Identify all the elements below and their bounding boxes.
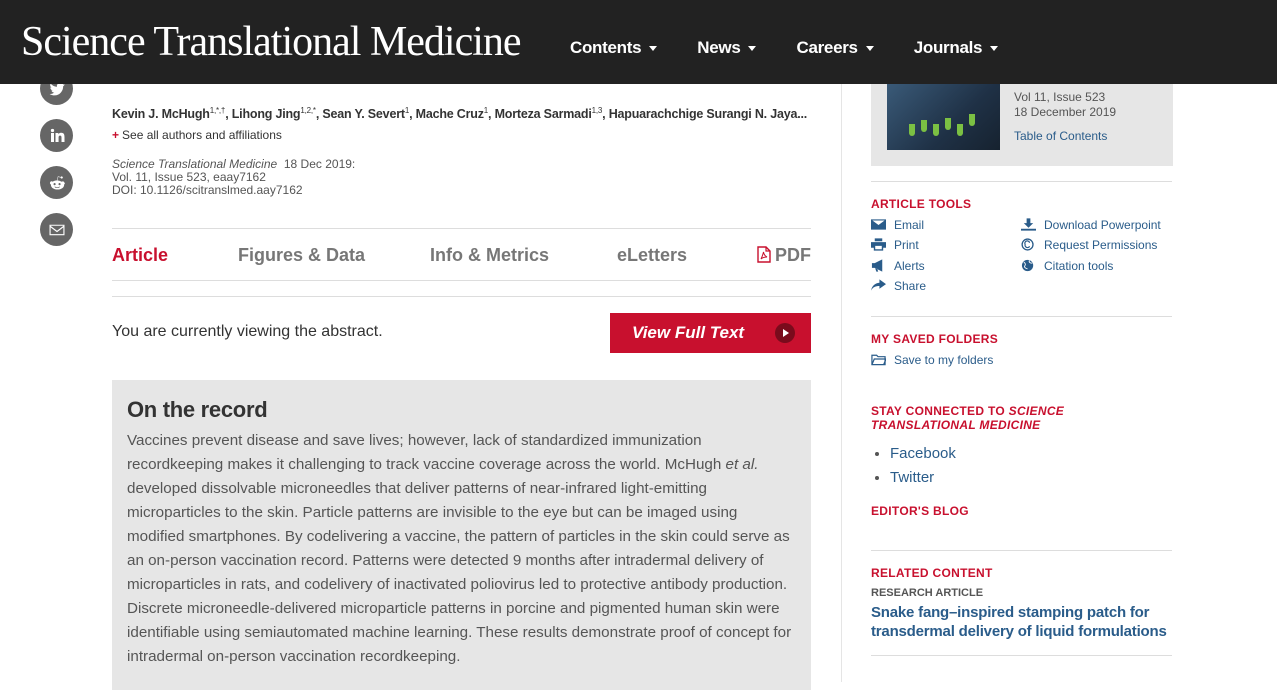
share-arrow-icon: [871, 279, 886, 292]
chevron-down-icon: [649, 46, 657, 51]
megaphone-icon: [871, 259, 886, 272]
view-full-text-label: View Full Text: [632, 323, 745, 342]
stay-connected-heading-text: STAY CONNECTED TO: [871, 404, 1009, 418]
related-article-link[interactable]: Snake fang–inspired stamping patch for transdermal delivery of liquid formulations: [871, 604, 1167, 640]
save-to-folders-label: Save to my folders: [894, 353, 994, 367]
author-affiliation: 1: [404, 106, 410, 115]
citation-block: [112, 158, 355, 197]
cover-detail: [921, 120, 927, 132]
author-name: Mache Cruz: [415, 107, 484, 122]
issue-volume: Vol 11, Issue 523: [1014, 90, 1106, 104]
author-link[interactable]: [112, 107, 225, 121]
tool-permissions-label: Request Permissions: [1044, 238, 1158, 252]
author-link[interactable]: [609, 107, 807, 121]
download-icon: [1021, 218, 1036, 231]
abstract-notice: [112, 296, 811, 380]
tool-download-powerpoint[interactable]: [1021, 218, 1161, 232]
related-article-type: RESEARCH ARTICLE: [871, 587, 984, 599]
envelope-icon: [871, 218, 886, 231]
author-name: Hapuarachchige Surangi N. Jaya...: [608, 107, 808, 122]
envelope-icon: [48, 221, 66, 239]
author-affiliation: 1,3: [591, 106, 603, 115]
author-link[interactable]: [416, 107, 488, 121]
author-name: Sean Y. Severt: [322, 107, 405, 122]
related-content-heading: RELATED CONTENT: [871, 566, 993, 580]
nav-news-label: News: [697, 38, 741, 57]
main-nav: [570, 38, 1038, 58]
tool-print-label: Print: [894, 238, 919, 252]
chevron-down-icon: [866, 46, 874, 51]
summary-body-part-2: developed dissolvable microneedles that deliver patterns of near-infrared light-emitting microparticles to the skin. Particle patterns are invisible to the eye but can be imaged using modified smartphones. By codelivering a vaccine, the pattern of particles in the skin could serve as an on-person vaccination record. Patterns were detected 9 months after intradermal delivery of microparticles in rats, and codelivery of inactivated poliovirus led to protective antibody production. Discrete microneedle-delivered microparticle patterns in porcine and pigmented human skin were identifiable using semiautomated machine learning. These results demonstrate proof of concept for intradermal on-person vaccination recordkeeping.: [127, 480, 792, 665]
author-link[interactable]: [322, 107, 409, 121]
chevron-down-icon: [748, 46, 756, 51]
related-content: [871, 550, 1172, 656]
chevron-down-icon: [990, 46, 998, 51]
tool-request-permissions[interactable]: [1021, 238, 1157, 252]
nav-contents-label: Contents: [570, 38, 642, 57]
summary-body-emphasis: et al.: [725, 456, 759, 473]
stay-connected-heading: [871, 404, 1172, 432]
save-to-folders-link[interactable]: [871, 353, 993, 367]
play-icon: [775, 323, 795, 343]
tab-figures-data[interactable]: Figures & Data: [238, 245, 366, 265]
linkedin-icon: [48, 127, 66, 145]
author-link[interactable]: [232, 107, 316, 121]
twitter-link[interactable]: • Twitter: [890, 466, 1172, 490]
copyright-icon: [1021, 238, 1036, 251]
share-email-button[interactable]: [40, 213, 73, 246]
nav-contents[interactable]: [570, 38, 657, 58]
issue-info: [1014, 90, 1116, 144]
pdf-icon: [757, 246, 771, 263]
issue-box: [871, 84, 1173, 166]
tool-share-label: Share: [894, 279, 927, 293]
author-name: Kevin J. McHugh: [112, 107, 210, 122]
saved-folders-heading: MY SAVED FOLDERS: [871, 332, 999, 346]
author-affiliation: 1,2,*: [300, 106, 316, 115]
abstract-notice-text: You are currently viewing the abstract.: [112, 323, 383, 340]
stay-connected: [871, 390, 1172, 518]
tab-eletters[interactable]: eLetters: [617, 245, 688, 265]
site-logo[interactable]: Science Translational Medicine: [21, 19, 521, 65]
share-column: [40, 72, 74, 260]
tool-share[interactable]: [871, 279, 926, 293]
citation-journal: Science Translational Medicine: [112, 157, 278, 171]
stay-connected-journal: SCIENCE TRANSLATIONAL MEDICINE: [871, 404, 1065, 432]
site-header: [0, 0, 1277, 84]
author-name: Morteza Sarmadi: [494, 107, 592, 122]
social-links: [890, 442, 1172, 490]
folder-icon: [871, 353, 886, 366]
author-affiliation: 1,*,†: [209, 106, 226, 115]
tool-citation[interactable]: [1021, 259, 1113, 273]
tool-print[interactable]: [871, 238, 919, 252]
citation-date: 18 Dec 2019:: [283, 157, 356, 171]
editors-blog-heading[interactable]: EDITOR'S BLOG: [871, 504, 969, 518]
cover-detail: [957, 124, 963, 136]
globe-icon: [1021, 259, 1036, 272]
cover-detail: [969, 114, 975, 126]
summary-title: On the record: [127, 397, 268, 422]
reddit-icon: [48, 174, 66, 192]
citation-volume: Vol. 11, Issue 523, eaay7162: [112, 170, 266, 184]
plus-icon: +: [112, 128, 120, 142]
tool-alerts[interactable]: [871, 259, 925, 273]
tool-email[interactable]: [871, 218, 924, 232]
cover-detail: [933, 124, 939, 136]
citation-doi[interactable]: DOI: 10.1126/scitranslmed.aay7162: [112, 183, 303, 197]
nav-news[interactable]: [697, 38, 756, 58]
table-of-contents-link[interactable]: Table of Contents: [1014, 129, 1108, 143]
tool-citation-label: Citation tools: [1044, 259, 1114, 273]
summary-body-part-1: Vaccines prevent disease and save lives; however, lack of standardized immunization recordkeeping makes it challenging to track vaccine coverage across the world. McHugh: [127, 432, 726, 473]
see-all-authors-link[interactable]: [112, 128, 282, 142]
editor-summary: [112, 380, 811, 690]
cover-detail: [945, 118, 951, 130]
tool-alerts-label: Alerts: [894, 259, 925, 273]
share-linkedin-button[interactable]: [40, 119, 73, 152]
see-all-label: See all authors and affiliations: [122, 128, 282, 142]
article-tabs: [112, 228, 811, 281]
cover-detail: [909, 124, 915, 136]
column-divider: [841, 84, 842, 682]
issue-cover-image[interactable]: [887, 84, 1000, 150]
tab-info-metrics[interactable]: Info & Metrics: [430, 245, 550, 265]
nav-journals-label: Journals: [913, 38, 983, 57]
author-name: Lihong Jing: [231, 107, 301, 122]
article-tools: [871, 181, 1172, 317]
author-affiliation: 1: [483, 106, 489, 115]
tab-pdf[interactable]: [757, 245, 811, 266]
tool-download-label: Download Powerpoint: [1044, 218, 1161, 232]
nav-careers[interactable]: [796, 38, 873, 58]
share-reddit-button[interactable]: [40, 166, 73, 199]
printer-icon: [871, 238, 886, 251]
article-tools-heading: ARTICLE TOOLS: [871, 197, 972, 211]
summary-body: [127, 429, 796, 669]
issue-date: 18 December 2019: [1014, 105, 1117, 119]
saved-folders: [871, 316, 1172, 381]
author-link[interactable]: [495, 107, 603, 121]
tab-pdf-label: PDF: [775, 245, 811, 265]
view-full-text-button[interactable]: [610, 313, 811, 353]
nav-careers-label: Careers: [796, 38, 858, 57]
tool-email-label: Email: [894, 218, 925, 232]
author-list: Kevin J. McHugh$^{1,*,\dagger}$, Lihong Jing$^{1,2,*}$, Sean Y. Severt$^1$, Mache Cruz$^1$, Morteza Sarmadi$^{1,3}$, Hapuarachchige Surangi N. Jaya...: [112, 106, 808, 122]
facebook-link[interactable]: • Facebook: [890, 442, 1172, 466]
nav-journals[interactable]: [914, 38, 998, 58]
tab-article[interactable]: Article: [112, 245, 169, 265]
